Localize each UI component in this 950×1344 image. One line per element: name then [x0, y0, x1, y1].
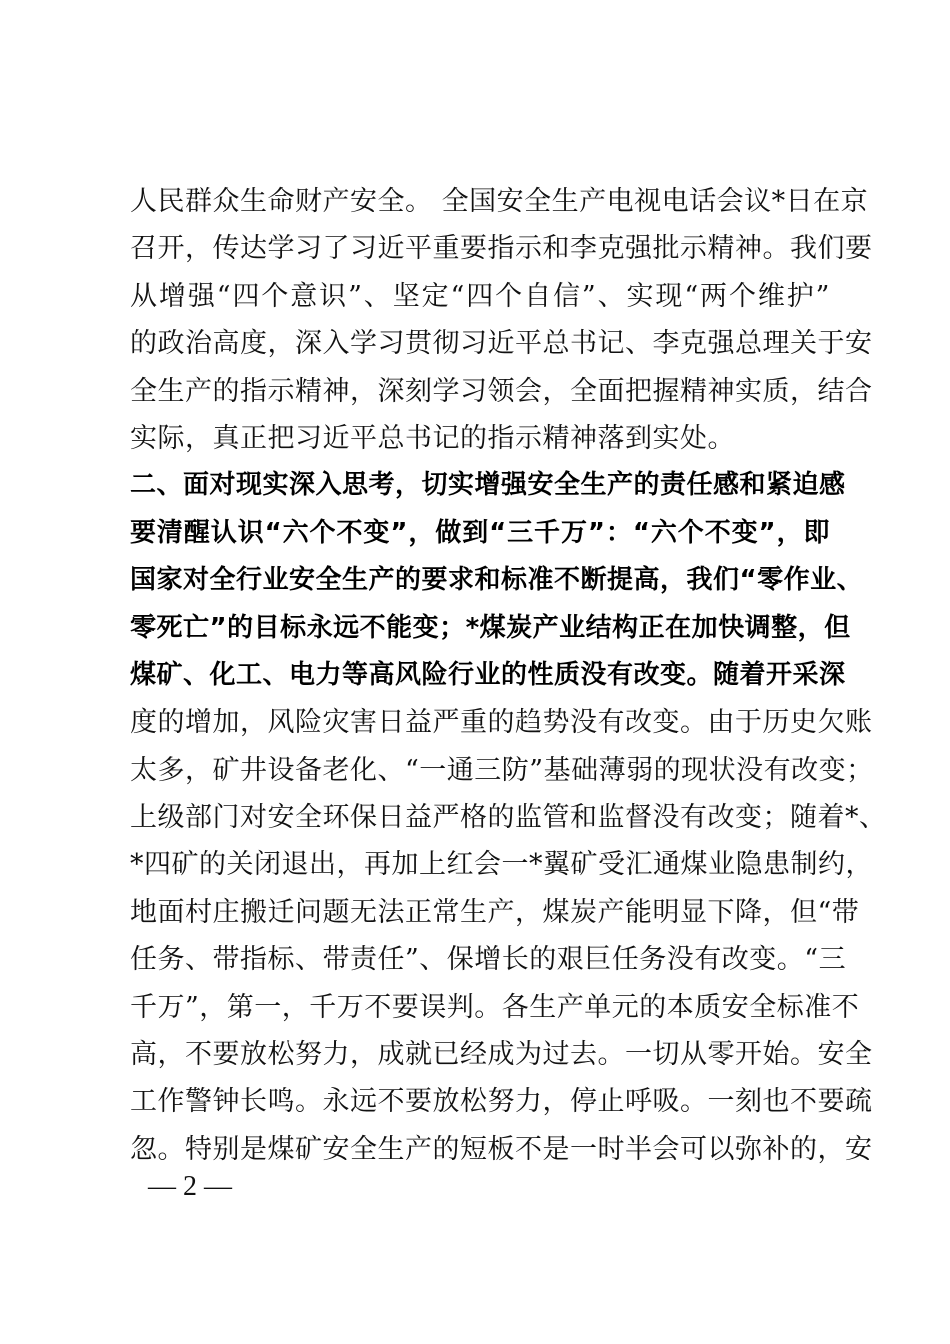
bold-text-line: 零死亡”的目标永远不能变；*煤炭产业结构正在加快调整，但	[130, 612, 851, 643]
bold-text-line: 国家对全行业安全生产的要求和标准不断提高，我们“零作业、	[130, 565, 864, 596]
text-line: 度的增加，风险灾害日益严重的趋势没有改变。由于历史欠账	[130, 707, 873, 739]
text-line: 高，不要放松努力，成就已经成为过去。一切从零开始。安全	[130, 1039, 873, 1071]
text-line: 召开，传达学习了习近平重要指示和李克强批示精神。我们要	[130, 233, 873, 265]
text-line: 人民群众生命财产安全。 全国安全生产电视电话会议*日在京	[130, 186, 869, 217]
text-line: 工作警钟长鸣。永远不要放松努力，停止呼吸。一刻也不要疏	[130, 1086, 873, 1118]
body-text	[130, 178, 887, 1173]
text-line: 任务、带指标、带责任”、保增长的艰巨任务没有改变。“三	[130, 944, 847, 976]
text-line: 上级部门对安全环保日益严格的监管和监督没有改变；随着*、	[130, 802, 887, 834]
text-line: *四矿的关闭退出，再加上红会一*翼矿受汇通煤业隐患制约，	[130, 849, 873, 881]
text-line: 从增强“四个意识”、坚定“四个自信”、实现“两个维护”	[130, 280, 830, 312]
section-heading: 二、面对现实深入思考，切实增强安全生产的责任感和紧迫感	[130, 470, 846, 501]
text-line: 实际，真正把习近平总书记的指示精神落到实处。	[130, 422, 735, 454]
bold-text-line: 要清醒认识“六个不变”，做到“三千万”：“六个不变”，即	[130, 517, 830, 548]
text-line: 的政治高度，深入学习贯彻习近平总书记、李克强总理关于安	[130, 328, 873, 360]
text-line: 忽。特别是煤矿安全生产的短板不是一时半会可以弥补的，安	[130, 1133, 873, 1165]
text-line: 太多，矿井设备老化、“一通三防”基础薄弱的现状没有改变；	[130, 754, 874, 786]
page-number: — 2 —	[148, 1171, 232, 1202]
text-line: 千万”，第一，千万不要误判。各生产单元的本质安全标准不	[130, 991, 860, 1023]
bold-text-line: 煤矿、化工、电力等高风险行业的性质没有改变。随着开采深	[130, 659, 846, 690]
text-line: 全生产的指示精神，深刻学习领会，全面把握精神实质，结合	[130, 375, 873, 407]
text-line: 地面村庄搬迁问题无法正常生产，煤炭产能明显下降，但“带	[130, 896, 860, 928]
